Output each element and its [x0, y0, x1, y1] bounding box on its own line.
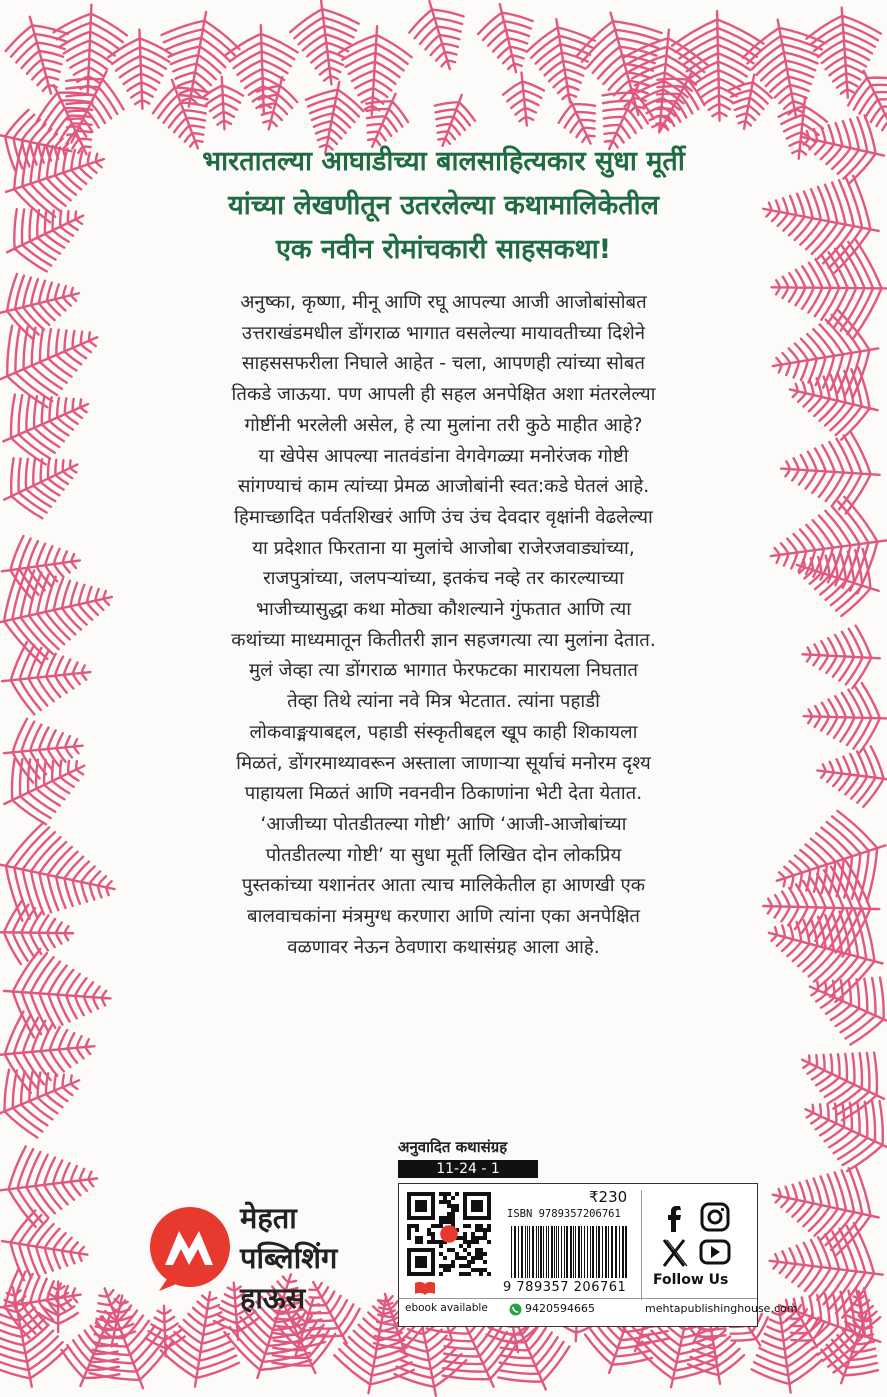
blurb-line: या प्रदेशात फिरताना या मुलांचे आजोबा राजेरजवाड्यांच्या,	[252, 537, 635, 559]
tagline-line: यांच्या लेखणीतून उतरलेल्या कथामालिकेतील	[228, 190, 659, 221]
ebook-label: ebook available	[405, 1302, 488, 1314]
youtube-icon[interactable]	[701, 1241, 729, 1263]
info-box	[398, 1183, 798, 1327]
blurb-line: कथांच्या माध्यमातून कितीतरी ज्ञान सहजगत्या त्या मुलांना देतात.	[231, 629, 656, 651]
ebook-icon	[413, 1280, 437, 1296]
qr-code[interactable]	[407, 1192, 491, 1276]
blurb-line: पुस्तकांच्या यशानंतर आता त्याच मालिकेतील हा आणखी एक	[241, 875, 646, 897]
instagram-icon[interactable]	[702, 1204, 728, 1230]
blurb-line: तिकडे जाऊया. पण आपली ही सहल अनपेक्षित अशा मंतरलेल्या	[231, 384, 656, 406]
blurb-line: मुलं जेव्हा त्या डोंगराळ भागात फेरफटका मारायला निघतात	[249, 660, 638, 682]
barcode	[507, 1226, 632, 1278]
blurb-text	[150, 288, 737, 963]
divider	[641, 1190, 642, 1300]
phone-number[interactable]: 9420594665	[525, 1302, 595, 1315]
blurb-line: साहससफरीला निघाले आहेत - चला, आपणही त्यांच्या सोबत	[241, 353, 646, 375]
barcode-number: 9 789357 206761	[503, 1280, 627, 1295]
blurb-line: या खेपेस आपल्या नातवंडांना वेगवेगळ्या मनोरंजक गोष्टी	[258, 445, 629, 467]
publisher-line: मेहता	[240, 1201, 297, 1235]
catalog-code: 11-24 - 1	[398, 1160, 538, 1178]
facebook-icon[interactable]	[668, 1206, 681, 1232]
blurb-line: ‘आजीच्या पोतडीतल्या गोष्टी’ आणि ‘आजी-आजोबांच्या	[260, 813, 627, 835]
genre-label: अनुवादित कथासंग्रह	[398, 1138, 508, 1156]
blurb-line: पोतडीतल्या गोष्टी’ या सुधा मूर्ती लिखित दोन लोकप्रिय	[265, 844, 622, 866]
blurb-line: सांगण्याचं काम त्यांच्या प्रेमळ आजोबांनी स्वत:कडे घेतलं आहे.	[237, 476, 650, 498]
blurb-line: हिमाच्छादित पर्वतशिखरं आणि उंच उंच देवदार वृक्षांनी वेढलेल्या	[234, 506, 653, 528]
isbn-label: ISBN 9789357206761	[507, 1208, 621, 1220]
blurb-line: मिळतं, डोंगरमाथ्यावरून अस्ताला जाणाऱ्या सूर्याचं मनोरम दृश्य	[236, 752, 651, 774]
blurb-line: गोष्टींनी भरलेली असेल, हे त्या मुलांना तरी कुठे माहीत आहे?	[244, 414, 643, 436]
blurb-line: तेव्हा तिथे त्यांना नवे मित्र भेटतात. त्यांना पहाडी	[287, 691, 600, 713]
blurb-line: उत्तराखंडमधील डोंगराळ भागात वसलेल्या मायावतीच्या दिशेने	[241, 322, 646, 344]
publisher-line: हाऊस	[240, 1281, 306, 1315]
blurb-line: पाहायला मिळतं आणि नवनवीन ठिकाणांना भेटी देता येतात.	[244, 783, 643, 805]
tagline-line: भारतातल्या आघाडीच्या बालसाहित्यकार सुधा मूर्ती	[202, 146, 685, 177]
website-link[interactable]: mehtapublishinghouse.com	[645, 1302, 798, 1315]
blurb-line: राजपुत्रांच्या, जलपऱ्यांच्या, इतकंच नव्हे तर कारल्याच्या	[263, 568, 624, 590]
publisher-name	[240, 1198, 337, 1318]
publisher-logo	[145, 1205, 235, 1295]
whatsapp-icon	[509, 1303, 522, 1316]
price: ₹230	[589, 1188, 628, 1206]
blurb-line: बालवाचकांना मंत्रमुग्ध करणारा आणि त्यांना एका अनपेक्षित	[246, 906, 641, 928]
blurb-line: लोकवाङ्मयाबद्दल, पहाडी संस्कृतीबद्दल खूप काही शिकायला	[249, 721, 638, 743]
blurb-line: अनुष्का, कृष्णा, मीनू आणि रघू आपल्या आजी आजोबांसोबत	[240, 292, 647, 313]
divider	[399, 1298, 757, 1299]
publisher-line: पब्लिशिंग	[240, 1241, 338, 1275]
tagline	[90, 140, 797, 272]
blurb-line: वळणावर नेऊन ठेवणारा कथासंग्रह आला आहे.	[287, 936, 600, 958]
x-icon[interactable]	[664, 1240, 687, 1266]
tagline-line: एक नवीन रोमांचकारी साहसकथा!	[275, 234, 612, 265]
follow-us-label: Follow Us	[653, 1272, 729, 1288]
blurb-line: भाजीच्यासुद्धा कथा मोठ्या कौशल्याने गुंफतात आणि त्या	[255, 599, 632, 621]
